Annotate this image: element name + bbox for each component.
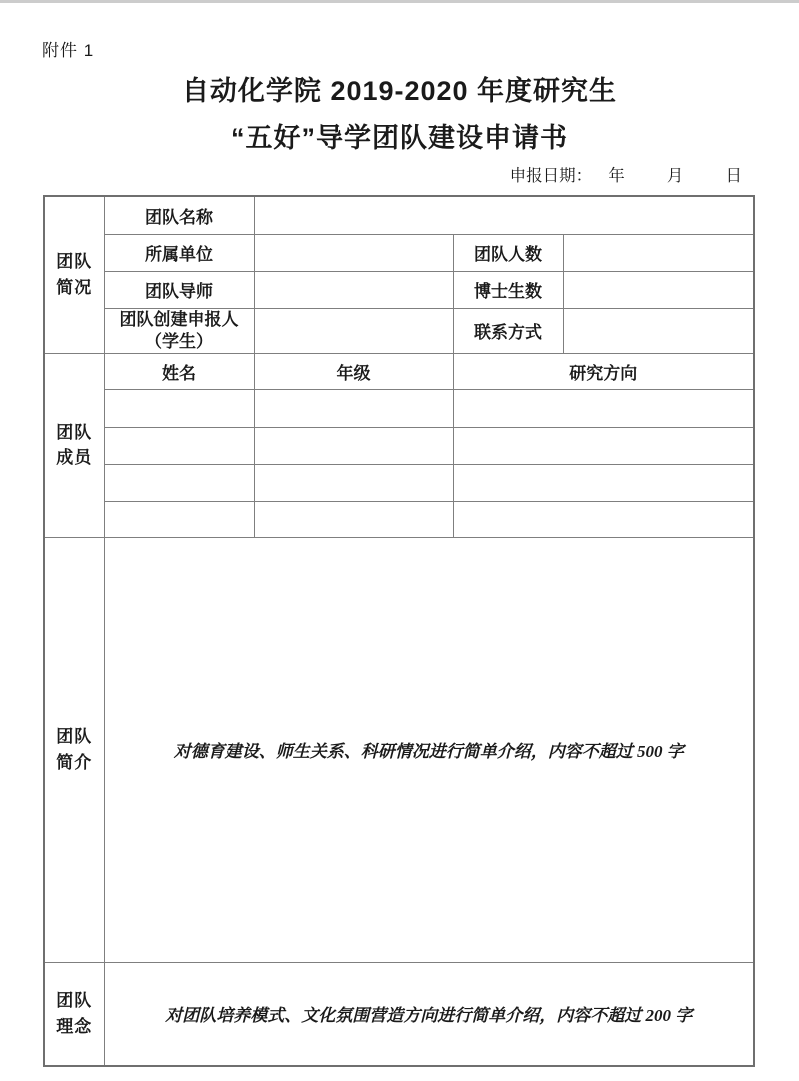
team-size-label: 团队人数 bbox=[453, 234, 563, 271]
scan-edge-artifact bbox=[0, 0, 799, 3]
member-grade-cell[interactable] bbox=[254, 427, 453, 464]
member-column-research: 研究方向 bbox=[453, 353, 754, 389]
team-name-field[interactable] bbox=[254, 196, 754, 234]
table-row bbox=[44, 271, 754, 308]
team-size-field[interactable] bbox=[563, 234, 754, 271]
member-research-cell[interactable] bbox=[453, 464, 754, 501]
member-research-cell[interactable] bbox=[453, 427, 754, 464]
table-row bbox=[44, 308, 754, 353]
contact-label: 联系方式 bbox=[453, 308, 563, 353]
member-grade-cell[interactable] bbox=[254, 389, 453, 427]
application-date-line bbox=[43, 162, 753, 186]
date-day-unit: 日 bbox=[725, 166, 742, 185]
section-label-overview: 团队 简况 bbox=[44, 196, 104, 353]
unit-field[interactable] bbox=[254, 234, 453, 271]
table-row bbox=[44, 962, 754, 1066]
date-month-unit: 月 bbox=[666, 166, 684, 185]
philosophy-hint-text: 对团队培养模式、文化氛围营造方向进行简单介绍，内容不超过 200 字 bbox=[165, 1006, 693, 1026]
team-name-label: 团队名称 bbox=[104, 196, 254, 234]
member-row bbox=[44, 389, 754, 427]
phd-count-field[interactable] bbox=[563, 271, 754, 308]
member-name-cell[interactable] bbox=[104, 427, 254, 464]
table-row bbox=[44, 537, 754, 962]
table-row bbox=[44, 353, 754, 389]
section-label-philosophy: 团队 理念 bbox=[44, 962, 104, 1066]
member-grade-cell[interactable] bbox=[254, 501, 453, 537]
document-title-line1: 自动化学院 2019-2020 年度研究生 bbox=[181, 76, 618, 106]
table-row bbox=[44, 196, 754, 234]
attachment-label: 附件 1 bbox=[42, 41, 95, 60]
intro-hint-text: 对德育建设、师生关系、科研情况进行简单介绍，内容不超过 500 字 bbox=[173, 742, 684, 762]
philosophy-content-area[interactable] bbox=[104, 962, 754, 1066]
section-label-members: 团队 成员 bbox=[44, 353, 104, 537]
date-year-unit: 年 bbox=[608, 166, 625, 185]
applicant-label: 团队创建申报人 （学生） bbox=[104, 308, 254, 353]
member-column-grade: 年级 bbox=[254, 353, 453, 389]
contact-field[interactable] bbox=[563, 308, 754, 353]
member-name-cell[interactable] bbox=[104, 389, 254, 427]
member-research-cell[interactable] bbox=[453, 389, 754, 427]
member-row bbox=[44, 427, 754, 464]
section-label-intro: 团队 简介 bbox=[44, 537, 104, 962]
document-title-line2: “五好”导学团队建设申请书 bbox=[231, 123, 568, 153]
member-name-cell[interactable] bbox=[104, 464, 254, 501]
application-form-table bbox=[43, 195, 755, 1067]
mentor-label: 团队导师 bbox=[104, 271, 254, 308]
mentor-field[interactable] bbox=[254, 271, 453, 308]
member-row bbox=[44, 501, 754, 537]
applicant-field[interactable] bbox=[254, 308, 453, 353]
phd-count-label: 博士生数 bbox=[453, 271, 563, 308]
member-row bbox=[44, 464, 754, 501]
date-label: 申报日期： bbox=[509, 166, 593, 185]
member-column-name: 姓名 bbox=[104, 353, 254, 389]
member-research-cell[interactable] bbox=[453, 501, 754, 537]
unit-label: 所属单位 bbox=[104, 234, 254, 271]
table-row bbox=[44, 234, 754, 271]
member-grade-cell[interactable] bbox=[254, 464, 453, 501]
member-name-cell[interactable] bbox=[104, 501, 254, 537]
intro-content-area[interactable] bbox=[104, 537, 754, 962]
